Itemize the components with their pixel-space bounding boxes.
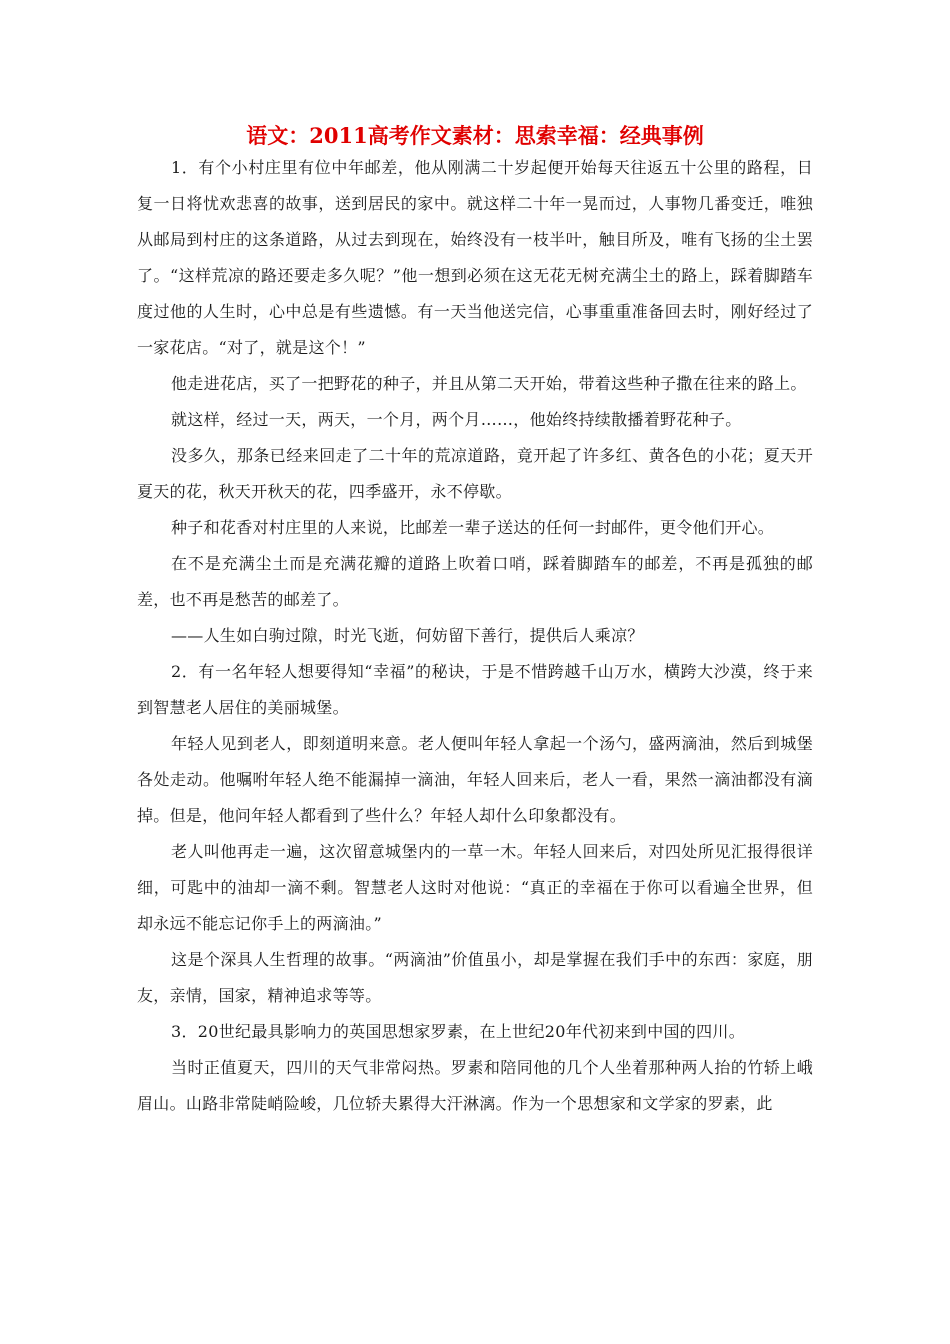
paragraph-story2-moral: 这是个深具人生哲理的故事。“两滴油”价值虽小，却是掌握在我们手中的东西：家庭，朋友，亲情，国家，精神追求等等。 xyxy=(137,950,813,1005)
paragraph-story1-seeds: 他走进花店，买了一把野花的种子，并且从第二天开始，带着这些种子撒在往来的路上。 xyxy=(171,374,807,393)
paragraph-story3-mountain: 当时正值夏天，四川的天气非常闷热。罗素和陪同他的几个人坐着那种两人抬的竹轿上峨眉山。山路非常陡峭险峻，几位轿夫累得大汗淋漓。作为一个思想家和文学家的罗素，此 xyxy=(137,1058,813,1113)
paragraph-story2-first-walk: 年轻人见到老人，即刻道明来意。老人便叫年轻人拿起一个汤勺，盛两滴油，然后到城堡各处走动。他嘱咐年轻人绝不能漏掉一滴油，年轻人回来后，老人一看，果然一滴油都没有滴掉。但是，他问年轻人都看到了些什么？年轻人却什么印象都没有。 xyxy=(137,734,813,825)
document-body xyxy=(137,150,813,1122)
paragraph-story1-persist: 就这样，经过一天，两天，一个月，两个月……，他始终持续散播着野花种子。 xyxy=(171,410,742,429)
paragraph-story1-flowers: 没多久，那条已经来回走了二十年的荒凉道路，竟开起了许多红、黄各色的小花；夏天开夏天的花，秋天开秋天的花，四季盛开，永不停歇。 xyxy=(137,446,813,501)
paragraph-story1-postman: 在不是充满尘土而是充满花瓣的道路上吹着口哨，踩着脚踏车的邮差，不再是孤独的邮差，也不再是愁苦的邮差了。 xyxy=(137,554,813,609)
paragraph-story2-intro: 2．有一名年轻人想要得知“幸福”的秘诀，于是不惜跨越千山万水，横跨大沙漠，终于来到智慧老人居住的美丽城堡。 xyxy=(137,662,813,717)
paragraph-story2-second-walk: 老人叫他再走一遍，这次留意城堡内的一草一木。年轻人回来后，对四处所见汇报得很详细，可匙中的油却一滴不剩。智慧老人这时对他说：“真正的幸福在于你可以看遍全世界，但却永远不能忘记你手上的两滴油。” xyxy=(137,842,813,933)
paragraph-story1-moral: ——人生如白驹过隙，时光飞逝，何妨留下善行，提供后人乘凉？ xyxy=(171,626,644,645)
document-title: 语文：2011高考作文素材：思索幸福：经典事例 xyxy=(246,123,704,148)
paragraph-story3-intro: 3．20世纪最具影响力的英国思想家罗素，在上世纪20年代初来到中国的四川。 xyxy=(171,1022,745,1041)
paragraph-story1-intro: 1．有个小村庄里有位中年邮差，他从刚满二十岁起便开始每天往返五十公里的路程，日复一日将忧欢悲喜的故事，送到居民的家中。就这样二十年一晃而过，人事物几番变迁，唯独从邮局到村庄的这条道路，从过去到现在，始终没有一枝半叶，触目所及，唯有飞扬的尘土罢了。“这样荒凉的路还要走多久呢？”他一想到必须在这无花无树充满尘土的路上，踩着脚踏车度过他的人生时，心中总是有些遗憾。有一天当他送完信，心事重重准备回去时，刚好经过了一家花店。“对了，就是这个！” xyxy=(137,158,813,357)
paragraph-story1-villagers: 种子和花香对村庄里的人来说，比邮差一辈子送达的任何一封邮件，更令他们开心。 xyxy=(171,518,775,537)
